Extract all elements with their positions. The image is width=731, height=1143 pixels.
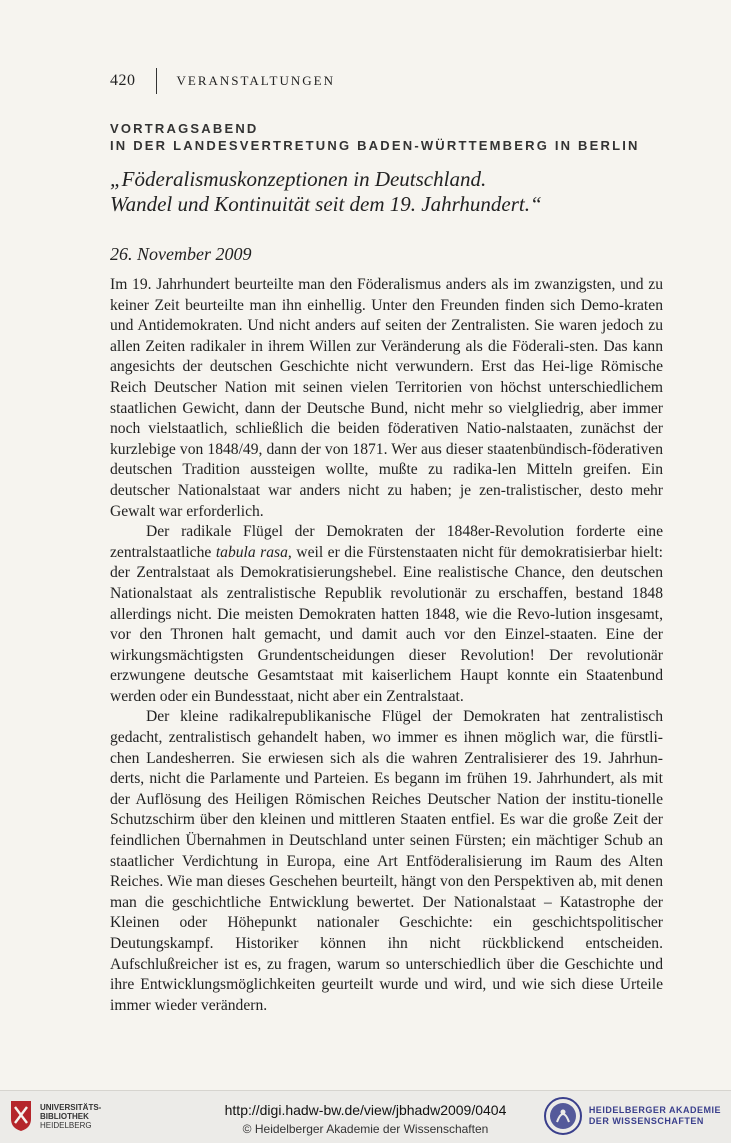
- viewer-footer: [0, 1090, 731, 1143]
- paragraph-2-start: Der radikale Flügel der Demokraten der 1848er-Revolution forderte eine zentralstaatliche: [110, 523, 663, 561]
- kicker-line-1: VORTRAGSABEND: [110, 121, 259, 136]
- hadw-seal-icon: [543, 1096, 583, 1136]
- hadw-logo-line-2: DER WISSENSCHAFTEN: [588, 1116, 704, 1126]
- italic-term: tabula rasa: [215, 543, 288, 561]
- page-number: 420: [110, 72, 136, 89]
- ub-logo-line-1: UNIVERSITÄTS-: [40, 1102, 102, 1112]
- title-line-2: Wandel und Kontinuität seit dem 19. Jahrhundert.“: [110, 192, 542, 216]
- running-head-divider: [156, 68, 157, 94]
- hadw-logo[interactable]: [543, 1096, 721, 1136]
- kicker-line-2: IN DER LANDESVERTRETUNG BADEN-WÜRTTEMBERG IN BERLIN: [110, 138, 640, 153]
- paragraph-3: Der kleine radikalrepublikanische Flügel der Demokraten hat zentralistisch gedacht, zentralistisch gehandelt haben, wo immer es ihnen möglich war, die fürstli-chen Landesherren. Sie erwiesen sich als die wahren Zentralisierer des 19. Jahrhun-derts, nicht die Parlamente und Parteien. Es begann im frühen 19. Jahrhundert, als mit der Auflösung des Heiligen Römischen Reiches Deutscher Nation der institu-tionelle Schutzschirm über den kleinen und mittleren Staaten entfiel. Es war die große Zeit der feindlichen Übernahmen in Deutschland unter seinen Fürsten; ein mächtiger Schub an staatlicher Verdichtung in Europa, eine Art Entföderalisierung im Raum des Alten Reiches. Wie man dieses Geschehen beurteilt, hängt von den Perspektiven ab, mit denen man die geschichtliche Entwicklung bewertet. Der Nationalstaat – Katastrophe der Kleinen oder Höhepunkt nationaler Geschichte: ein geschichtspolitischer Deutungskampf. Historiker können ihn nicht rückblickend entscheiden. Aufschlußreicher ist es, zu fragen, warum so unterschiedlich über die Geschichte und ihre Entwicklungsmöglichkeiten geurteilt wurde und wird, und wie sich diese Urteile immer wieder verändern.: [110, 708, 663, 1014]
- event-kicker: [110, 120, 640, 154]
- copyright-notice: © Heidelberger Akademie der Wissenschaften: [242, 1122, 489, 1136]
- event-date: 26. November 2009: [110, 244, 252, 264]
- title-line-1: „Föderalismuskonzeptionen in Deutschland.: [110, 167, 487, 191]
- hadw-logo-text: [589, 1105, 721, 1127]
- body-text: [110, 275, 663, 1016]
- paragraph-2: [110, 522, 663, 707]
- hadw-logo-line-1: HEIDELBERGER AKADEMIE: [588, 1105, 721, 1115]
- paragraph-2-rest: , weil er die Fürstenstaaten nicht für demokratisierbar hielt: der Zentralstaat als Demokratisierungshebel. Eine realistische Chance, den deutschen Nationalstaat als zentralistische Republik revolutionär zu erschaffen, bestand 1848 allerdings nicht. Die meisten Demokraten hatten 1848, wie die Revo-lution insgesamt, vor den Thronen halt gemacht, und damit auch vor den Einzel-staaten. Eine der wirkungsmächtigsten Grundentscheidungen dieser Revolution! Der revolutionär erzwungene deutsche Gesamtstaat mit kaiserlichem Haupt konnte ein Staatenbund werden oder ein Bundesstaat, nicht aber ein Zentralstaat.: [110, 543, 663, 705]
- permalink-url[interactable]: http://digi.hadw-bw.de/view/jbhadw2009/0404: [224, 1102, 507, 1118]
- paragraph-1: Im 19. Jahrhundert beurteilte man den Föderalismus anders als im zwanzigsten, und zu keiner Zeit beurteilte man ihn einhellig. Unter den Freunden finden sich Demo-kraten und Antidemokraten. Und nicht anders auf seiten der Zentralisten. Sie waren jedoch zu allen Zeiten radikaler in ihrem Willen zur Veränderung als die Föderali-sten. Das kann angesichts der deutschen Geschichte nicht verwundern. Erst das Hei-lige Römische Reich Deutscher Nation mit seinen vielen Territorien von höchst unterschiedlichem staatlichen Gewicht, dann der Deutsche Bund, nicht mehr so vielgliedrig, aber immer noch vielstaatlich, schließlich die beiden föderativen Natio-nalstaaten, zunächst der kurzlebige von 1848/49, dann der von 1871. Wer aus dieser staatenbündisch-föderativen deutschen Tradition aussteigen wollte, mußte zu radika-len Mitteln greifen. Ein deutscher Nationalstaat war anders nicht zu haben; je zen-tralistischer, desto mehr Gewalt war erforderlich.: [110, 276, 663, 520]
- section-title: VERANSTALTUNGEN: [176, 73, 335, 88]
- ub-logo-line-2: BIBLIOTHEK: [40, 1111, 89, 1121]
- ub-logo-line-3: HEIDELBERG: [40, 1120, 92, 1130]
- running-head: [110, 68, 335, 94]
- lecture-title: [110, 167, 670, 217]
